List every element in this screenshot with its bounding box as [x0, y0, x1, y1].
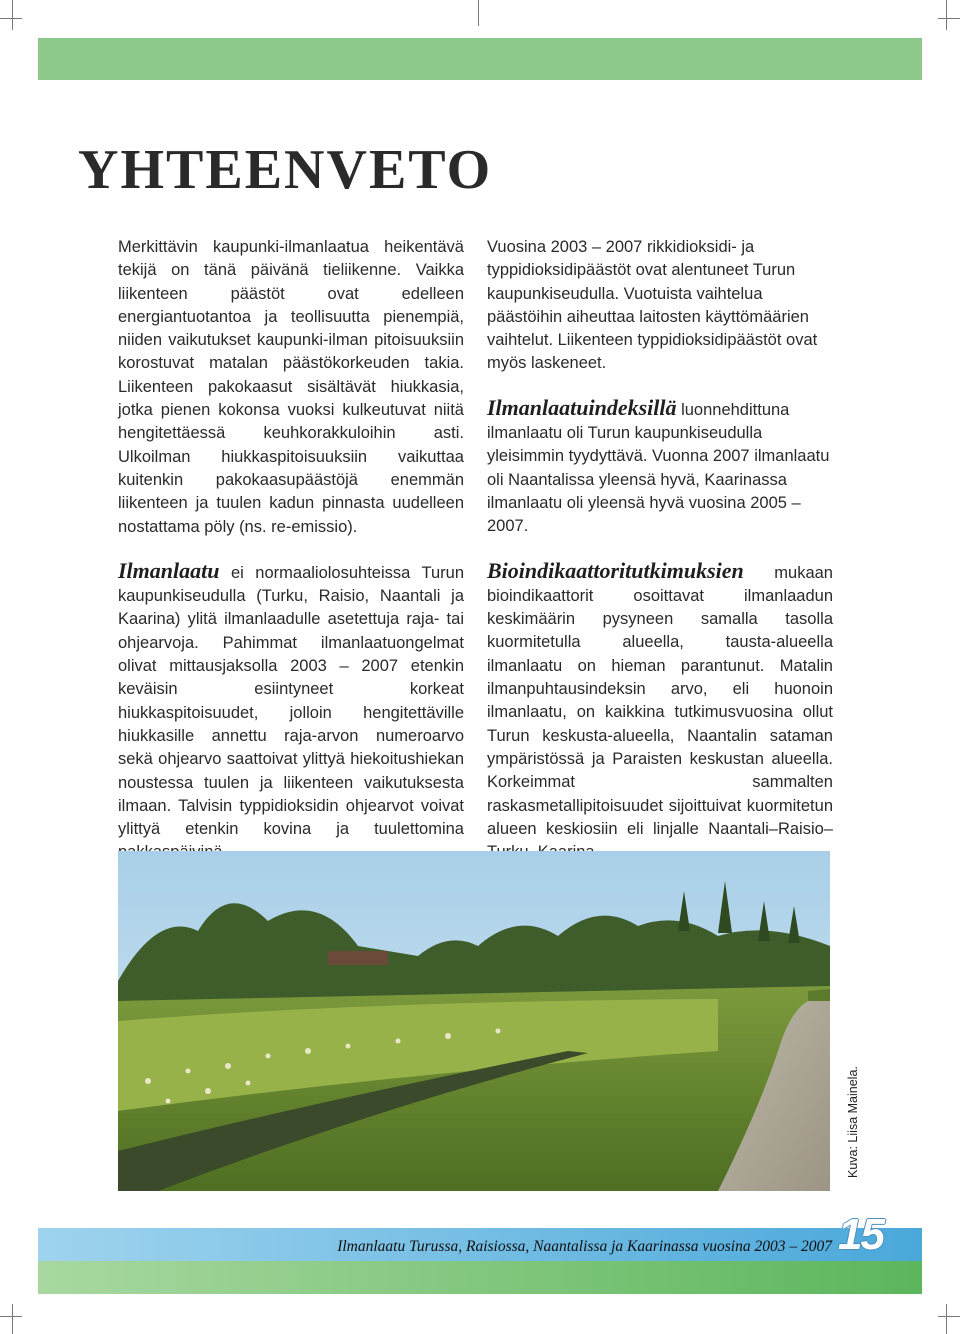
crop-mark — [478, 0, 479, 26]
paragraph-emissions: Vuosina 2003 – 2007 rikkidioksidi- ja typpidioksidipäästöt ovat alentuneet Turun kaupunkiseudulla. Vuotuista vaihtelua päästöihin aiheuttaa laitosten käyttömäärien vaihtelut. Liikenteen typpidioksidipäästöt ovat myös laskeneet. — [487, 238, 818, 373]
page-number: 15 — [838, 1210, 883, 1259]
crop-mark — [0, 18, 22, 19]
paragraph-index — [487, 396, 833, 539]
top-color-band — [38, 38, 922, 80]
footer-publication-title: Ilmanlaatu Turussa, Raisiossa, Naantalissa ja Kaarinassa vuosina 2003 – 2007 — [337, 1238, 832, 1255]
left-column — [118, 236, 464, 865]
crop-mark — [12, 0, 13, 30]
paragraph-traffic: Merkittävin kaupunki-ilmanlaatua heikentävä tekijä on tänä päivänä tieliikenne. Vaikka liikenteen päästöt ovat edelleen energiantuotantoa ja teollisuutta pienempiä, niiden vaikutukset kaupunki-ilman pitoisuuksiin korostuvat matalan päästökorkeuden takia. Liikenteen pakokaasut sisältävät hiukkasia, jotka pienen kokonsa vuoksi kulkeutuvat niitä hengitettäessä keuhkorakkuloihin asti. Ulkoilman hiukkaspitoisuuksiin vaikuttaa kuitenkin pakokaasupäästöjä enemmän liikenteen ja tuulen kadun pinnasta uudelleen nostattama pöly (ns. re-emissio). — [118, 238, 464, 536]
lead-word-index: Ilmanlaatuindeksillä — [487, 394, 677, 420]
crop-mark — [12, 1304, 13, 1334]
paragraph-index-body: luonnehdittuna ilmanlaatu oli Turun kaupunkiseudulla yleisimmin tyydyttävä. Vuonna 2007 ilmanlaatu oli Naantalissa yleensä hyvä, Kaarinassa ilmanlaatu oli yleensä hyvä vuosina 2005 – 2007. — [487, 400, 830, 536]
paragraph-air-quality — [118, 559, 464, 865]
paragraph-air-quality-body: ei normaaliolosuhteissa Turun kaupunkiseudulla (Turku, Raisio, Naantali ja Kaarina) ylitä ilmanlaadulle asetettuja raja- tai ohjearvoja. Pahimmat ilmanlaatuongelmat olivat mittausjaksolla 2003 – 2007 etenkin keväisin esiintyneet korkeat hiukkaspitoisuudet, jolloin hengitettäville hiukkasille annettu raja-arvon numeroarvo sekä ohjearvo saattoivat ylittyä hiekoitushiekan noustessa tuulen ja liikenteen vaikutuksesta ilmaan. Talvisin typpidioksidin ohjearvot voivat ylittyä etenkin kovina ja tuulettomina — [118, 563, 464, 839]
paragraph-bioindicators — [487, 559, 833, 865]
page-title: YHTEENVETO — [78, 139, 493, 201]
landscape-illustration — [118, 851, 830, 1191]
crop-mark — [0, 1316, 22, 1317]
crop-mark — [938, 1316, 960, 1317]
right-column — [487, 236, 833, 864]
paragraph-bioindicators-body: mukaan bioindikaattorit osoittavat ilmanlaadun keskimäärin pysyneen samalla tasolla kuormitetulla alueella, tausta-alueella ilmanlaatu on hieman parantunut. Matalin ilmanpuhtausindeksin arvo, eli huonoin ilmanlaatu, on kaikkina tutkimusvuosina ollut Turun keskusta-alueella, Naantalin sataman ympäristössä ja Paraisten keskustan alueella. Korkeimmat sammalten raskasmetallipitoisuudet sijoittuivat kuormitetun alueen keskiosiin eli linjalle Naantali–Raisio– — [487, 563, 833, 838]
footer-green-bar — [38, 1261, 922, 1294]
crop-mark — [938, 18, 960, 19]
landscape-photo — [118, 851, 830, 1191]
crop-mark — [946, 1304, 947, 1334]
lead-word-ilmanlaatu: Ilmanlaatu — [118, 557, 220, 583]
crop-mark — [946, 0, 947, 30]
photo-credit: Kuva: Liisa Mainela. — [846, 1066, 860, 1178]
lead-word-bioindicators: Bioindikaattoritutkimuksien — [487, 557, 744, 583]
